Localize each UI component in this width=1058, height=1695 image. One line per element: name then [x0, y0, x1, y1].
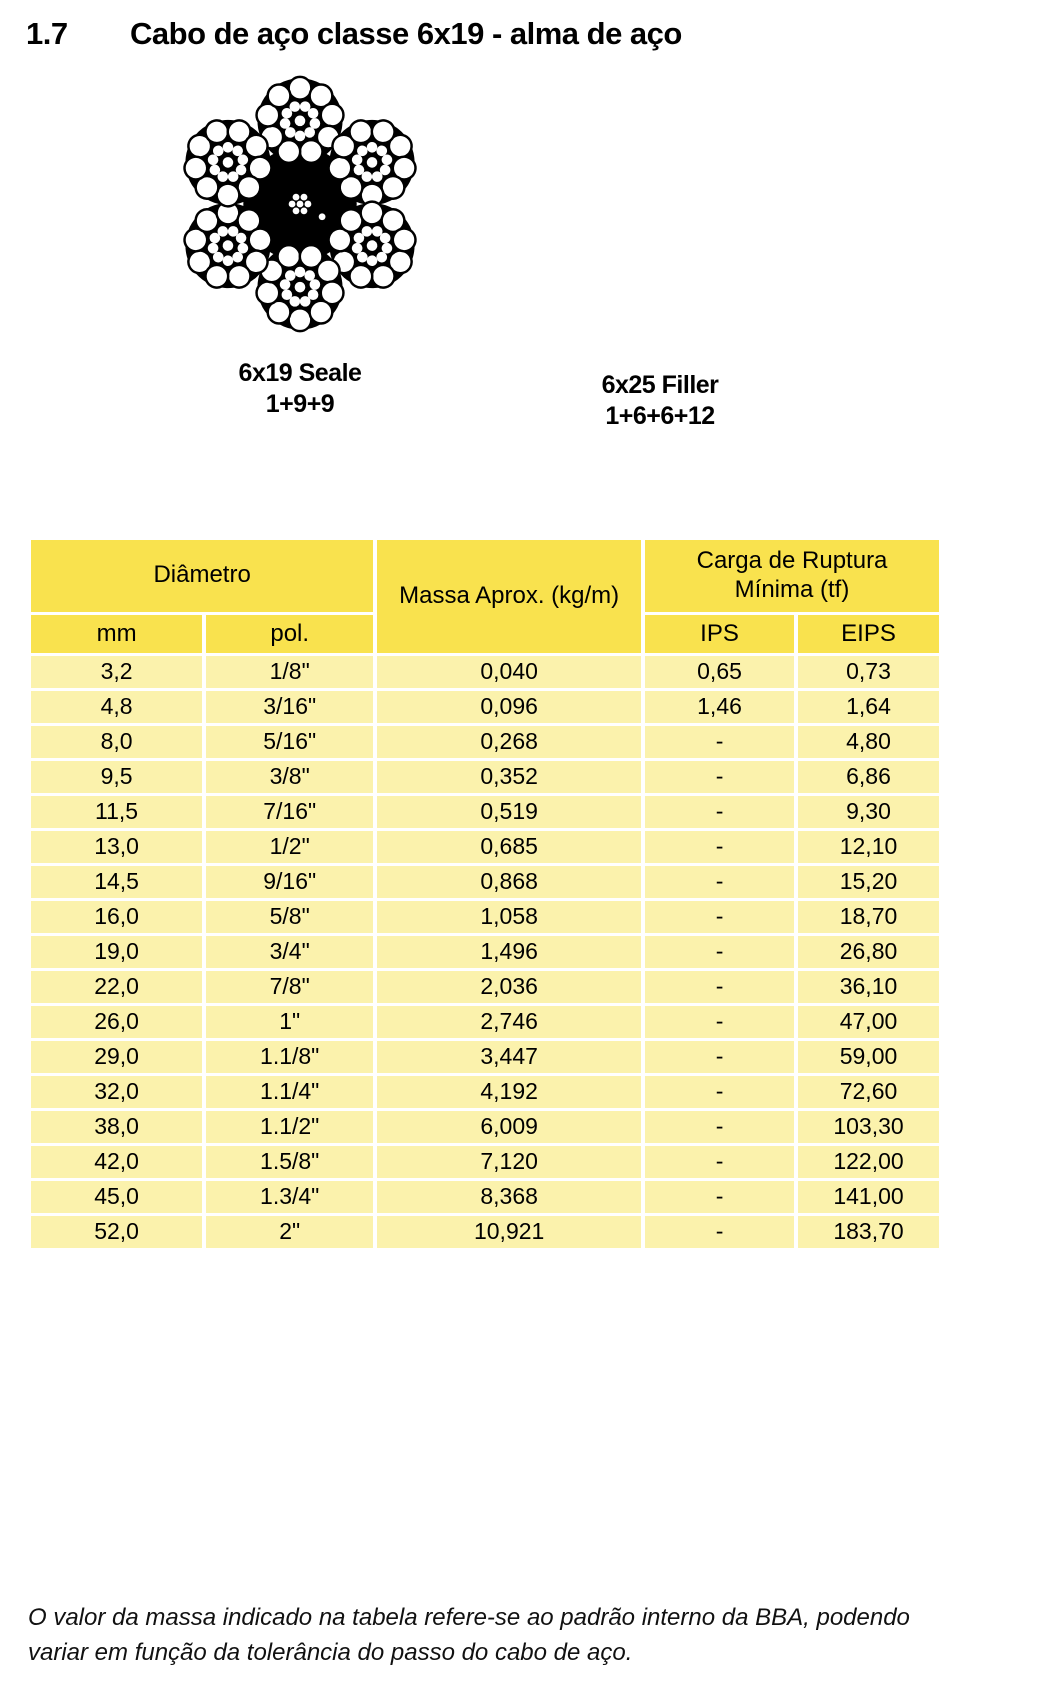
header-carga-ruptura — [645, 540, 939, 612]
table-cell: 59,00 — [798, 1041, 939, 1073]
table-cell: 26,80 — [798, 936, 939, 968]
wire-rope-cross-section-6x19-icon — [162, 66, 438, 342]
table-cell: 0,268 — [377, 726, 641, 758]
footnote — [28, 1601, 1022, 1671]
table-cell: 9,5 — [31, 761, 202, 793]
table-row — [31, 691, 939, 723]
table-cell: 1/8" — [206, 656, 373, 688]
header-pol: pol. — [206, 615, 373, 653]
table-cell: 12,10 — [798, 831, 939, 863]
header-eips: EIPS — [798, 615, 939, 653]
table-cell: 1.1/8" — [206, 1041, 373, 1073]
table-cell: 0,73 — [798, 656, 939, 688]
table-row — [31, 656, 939, 688]
table-cell: 7/16" — [206, 796, 373, 828]
table-cell: - — [645, 1181, 794, 1213]
header-ips: IPS — [645, 615, 794, 653]
table-cell: - — [645, 1041, 794, 1073]
table-cell: 1" — [206, 1006, 373, 1038]
table-cell: 22,0 — [31, 971, 202, 1003]
footnote-line: variar em função da tolerância do passo do cabo de aço. — [28, 1638, 633, 1666]
table-cell: 16,0 — [31, 901, 202, 933]
table-cell: 2" — [206, 1216, 373, 1248]
rope-diagrams — [0, 66, 1058, 433]
table-cell: 2,746 — [377, 1006, 641, 1038]
rope-construction: 1+9+9 — [265, 390, 335, 419]
table-cell: 4,192 — [377, 1076, 641, 1108]
table-cell: 1,058 — [377, 901, 641, 933]
rope-caption — [512, 370, 808, 433]
table-cell: - — [645, 1111, 794, 1143]
table-cell: 5/8" — [206, 901, 373, 933]
table-row — [31, 831, 939, 863]
table-cell: 0,685 — [377, 831, 641, 863]
table-cell: - — [645, 1076, 794, 1108]
table-cell: 1,496 — [377, 936, 641, 968]
table-cell: 10,921 — [377, 1216, 641, 1248]
table-cell: 72,60 — [798, 1076, 939, 1108]
table-cell: 8,0 — [31, 726, 202, 758]
table-cell: 0,096 — [377, 691, 641, 723]
table-cell: 0,352 — [377, 761, 641, 793]
table-cell: - — [645, 1216, 794, 1248]
table-cell: - — [645, 761, 794, 793]
table-cell: 0,65 — [645, 656, 794, 688]
rope-diagram-6x19-seale — [152, 66, 448, 433]
table-row — [31, 1076, 939, 1108]
table-row — [31, 796, 939, 828]
table-cell: 1.1/4" — [206, 1076, 373, 1108]
spec-table-header — [31, 540, 939, 653]
table-cell: 13,0 — [31, 831, 202, 863]
table-cell: 8,368 — [377, 1181, 641, 1213]
rope-name: 6x25 Filler — [601, 371, 719, 399]
table-cell: 3,2 — [31, 656, 202, 688]
table-cell: - — [645, 936, 794, 968]
table-cell: - — [645, 726, 794, 758]
page-title — [0, 0, 1058, 52]
header-row-1 — [31, 540, 939, 612]
table-cell: 0,040 — [377, 656, 641, 688]
table-cell: 1.5/8" — [206, 1146, 373, 1178]
table-row — [31, 1006, 939, 1038]
table-cell: 52,0 — [31, 1216, 202, 1248]
table-cell: - — [645, 831, 794, 863]
table-cell: - — [645, 866, 794, 898]
table-cell: 2,036 — [377, 971, 641, 1003]
header-carga-line1: Carga de Ruptura — [696, 546, 888, 574]
table-cell: 36,10 — [798, 971, 939, 1003]
table-cell: 1/2" — [206, 831, 373, 863]
table-cell: 29,0 — [31, 1041, 202, 1073]
wire-rope-cross-section-6x25-icon — [516, 66, 804, 354]
table-cell: 1.1/2" — [206, 1111, 373, 1143]
table-row — [31, 1216, 939, 1248]
rope-diagram-6x25-filler — [512, 66, 808, 433]
table-cell: 6,009 — [377, 1111, 641, 1143]
table-cell: 141,00 — [798, 1181, 939, 1213]
rope-caption — [152, 358, 448, 421]
table-cell: 0,519 — [377, 796, 641, 828]
table-row — [31, 1111, 939, 1143]
table-row — [31, 1041, 939, 1073]
table-cell: 6,86 — [798, 761, 939, 793]
table-cell: - — [645, 1006, 794, 1038]
table-cell: 9,30 — [798, 796, 939, 828]
table-cell: 5/16" — [206, 726, 373, 758]
table-row — [31, 901, 939, 933]
table-row — [31, 971, 939, 1003]
table-cell: 15,20 — [798, 866, 939, 898]
table-cell: - — [645, 971, 794, 1003]
page-title-text: Cabo de aço classe 6x19 - alma de aço — [130, 16, 682, 51]
table-cell: 103,30 — [798, 1111, 939, 1143]
table-cell: 32,0 — [31, 1076, 202, 1108]
header-mm: mm — [31, 615, 202, 653]
table-cell: 3/8" — [206, 761, 373, 793]
table-cell: 1.3/4" — [206, 1181, 373, 1213]
table-row — [31, 761, 939, 793]
table-cell: 45,0 — [31, 1181, 202, 1213]
table-row — [31, 1146, 939, 1178]
table-cell: - — [645, 901, 794, 933]
table-cell: 3/16" — [206, 691, 373, 723]
table-cell: 7/8" — [206, 971, 373, 1003]
header-diametro: Diâmetro — [31, 540, 373, 612]
table-cell: 47,00 — [798, 1006, 939, 1038]
table-row — [31, 726, 939, 758]
footnote-line: O valor da massa indicado na tabela refere-se ao padrão interno da BBA, podendo — [28, 1604, 910, 1631]
table-cell: 183,70 — [798, 1216, 939, 1248]
table-cell: 7,120 — [377, 1146, 641, 1178]
table-cell: 1,46 — [645, 691, 794, 723]
table-cell: 38,0 — [31, 1111, 202, 1143]
table-row — [31, 936, 939, 968]
table-cell: 18,70 — [798, 901, 939, 933]
table-cell: - — [645, 796, 794, 828]
spec-table — [27, 537, 943, 1251]
table-cell: 122,00 — [798, 1146, 939, 1178]
table-cell: - — [645, 1146, 794, 1178]
table-cell: 19,0 — [31, 936, 202, 968]
table-cell: 3/4" — [206, 936, 373, 968]
header-carga-line2: Mínima (tf) — [734, 575, 850, 603]
table-cell: 42,0 — [31, 1146, 202, 1178]
table-cell: 1,64 — [798, 691, 939, 723]
spec-table-body — [31, 656, 939, 1248]
table-cell: 14,5 — [31, 866, 202, 898]
table-row — [31, 866, 939, 898]
table-cell: 26,0 — [31, 1006, 202, 1038]
section-number: 1.7 — [26, 16, 68, 51]
table-cell: 0,868 — [377, 866, 641, 898]
table-row — [31, 1181, 939, 1213]
rope-construction: 1+6+6+12 — [605, 402, 715, 431]
table-cell: 3,447 — [377, 1041, 641, 1073]
table-cell: 9/16" — [206, 866, 373, 898]
table-cell: 4,8 — [31, 691, 202, 723]
table-cell: 4,80 — [798, 726, 939, 758]
header-massa: Massa Aprox. (kg/m) — [377, 540, 641, 653]
table-cell: 11,5 — [31, 796, 202, 828]
rope-name: 6x19 Seale — [238, 359, 362, 387]
